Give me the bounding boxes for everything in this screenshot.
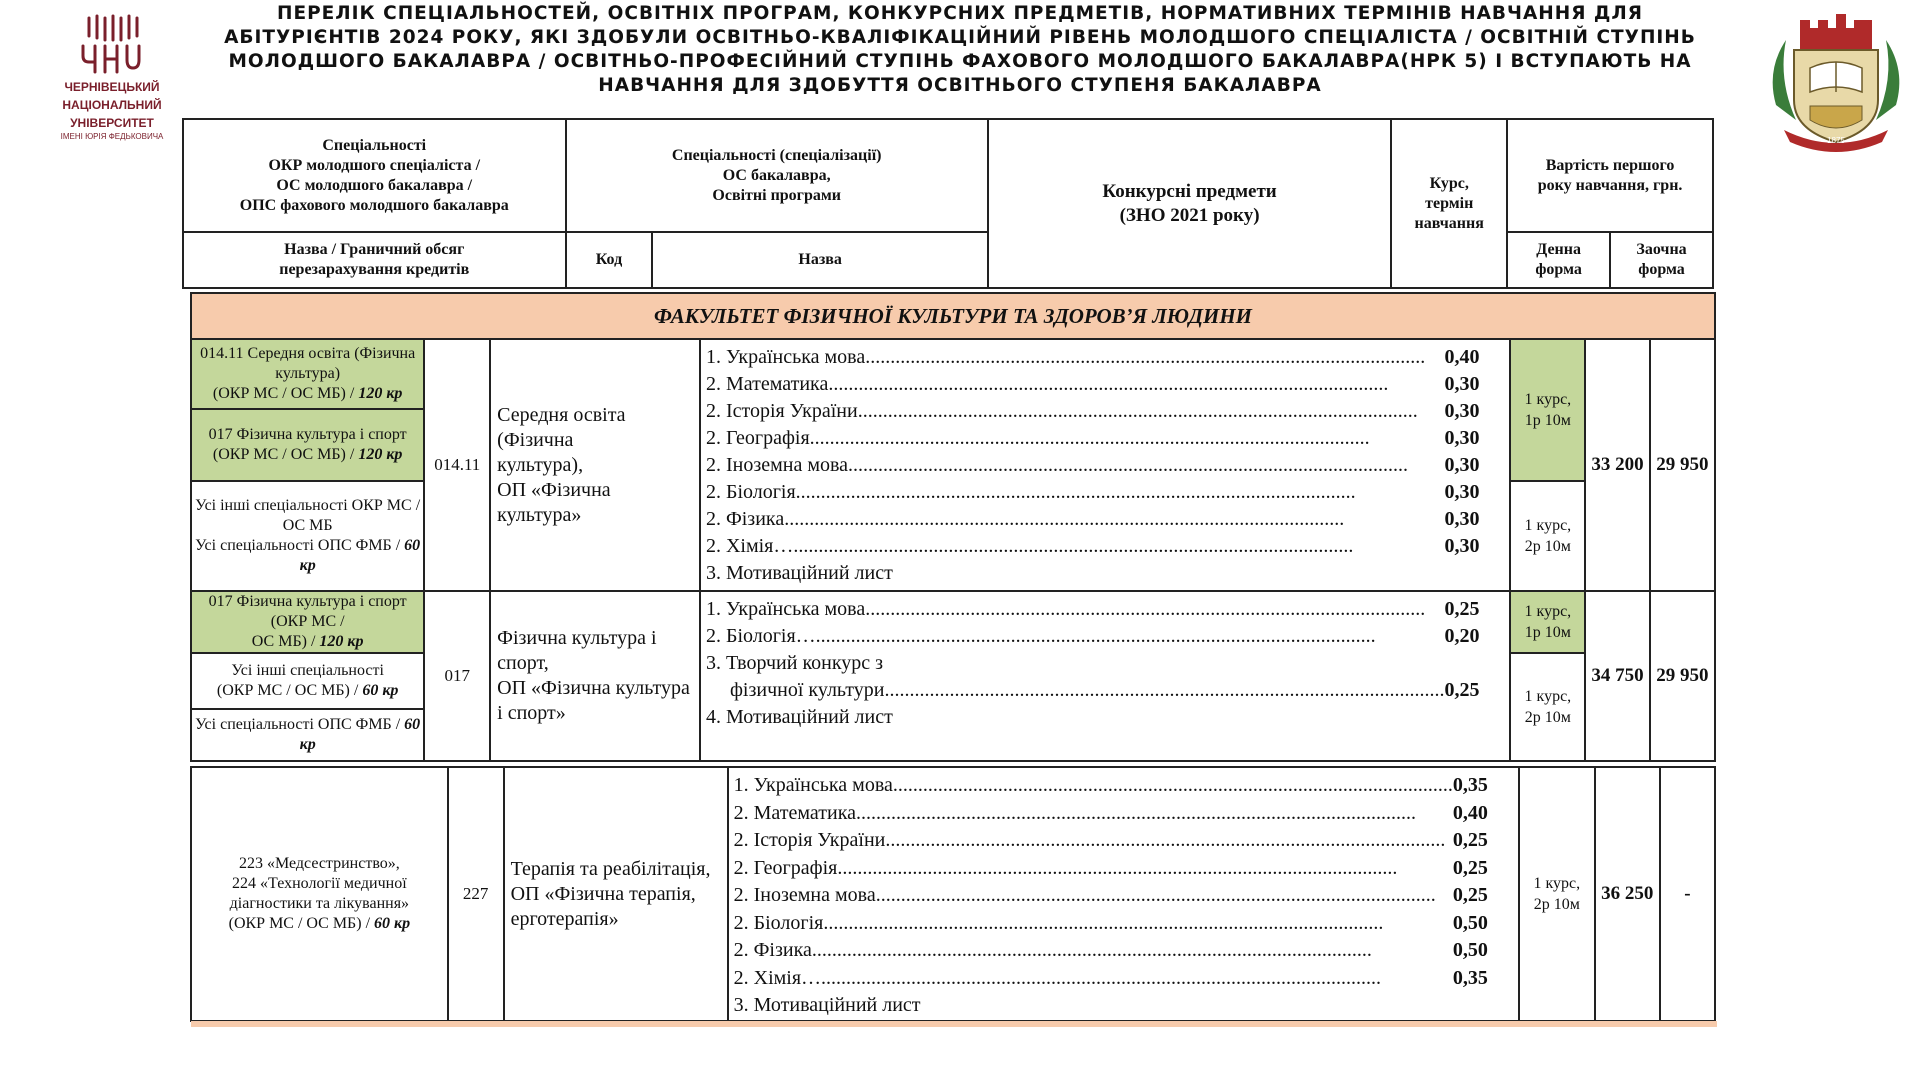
chnu-logo-icon bbox=[77, 14, 147, 76]
title-line: ПЕРЕЛІК СПЕЦІАЛЬНОСТЕЙ, ОСВІТНІХ ПРОГРАМ, КОНКУРСНИХ ПРЕДМЕТІВ, НОРМАТИВНИХ ТЕРМІНІВ НАВЧАННЯ ДЛЯ bbox=[276, 3, 1644, 24]
cost-day: 36 250 bbox=[1595, 767, 1660, 1021]
prev-specialty-cell: Усі інші спеціальності (ОКР МС / ОС МБ) / 60 кр bbox=[191, 653, 424, 709]
course-term: 1 курс, 2р 10м bbox=[1510, 481, 1585, 591]
specialties-table bbox=[190, 292, 1716, 762]
cost-extramural: - bbox=[1660, 767, 1715, 1021]
competitive-subjects: 1. Українська мова ..... 0,40 2. Математика ..... 0,30 2. Історія України ..... 0,30 2. Географія ..... 0,30 2. Іноземна мова ..... 0,30 2. Біологія ..... 0,30 2. Фізика ..... 0,30 2. Хімія… ..... 0,30 3. Мотиваційний лист bbox=[700, 339, 1511, 591]
prev-specialty-cell: Усі інші спеціальності ОКР МС / ОС МБ Усі спеціальності ОПС ФМБ / 60 кр bbox=[191, 481, 424, 591]
university-crest bbox=[1766, 10, 1906, 160]
header-extramural-form: Заочна форма bbox=[1610, 232, 1713, 288]
prev-specialty-cell: 017 Фізична культура і спорт (ОКР МС / ОС МБ) / 120 кр bbox=[191, 409, 424, 481]
university-name-line3: УНІВЕРСИТЕТ bbox=[70, 116, 154, 130]
university-name-line2: НАЦІОНАЛЬНИЙ bbox=[62, 98, 162, 112]
specialty-name: Середня освіта (Фізична культура), ОП «Фізична культура» bbox=[490, 339, 700, 591]
prev-specialty-cell: 223 «Медсестринство», 224 «Технології медичної діагностики та лікування» (ОКР МС / ОС МБ) / 60 кр bbox=[191, 767, 448, 1021]
header-course: Курс, термін навчання bbox=[1391, 119, 1507, 288]
prev-specialty-cell: 014.11 Середня освіта (Фізична культура) (ОКР МС / ОС МБ) / 120 кр bbox=[191, 339, 424, 409]
course-term: 1 курс, 1р 10м bbox=[1510, 591, 1585, 653]
header-bachelor-specialties: Спеціальності (спеціалізації) ОС бакалавра, Освітні програми bbox=[566, 119, 988, 232]
cost-day: 34 750 bbox=[1585, 591, 1649, 761]
cost-extramural: 29 950 bbox=[1650, 339, 1715, 591]
specialty-name: Фізична культура і спорт, ОП «Фізична культура і спорт» bbox=[490, 591, 700, 761]
competitive-subjects: 1. Українська мова ..... 0,35 2. Математика ..... 0,40 2. Історія України ..... 0,25 2. Географія ..... 0,25 2. Іноземна мова ..... 0,25 2. Біологія ..... 0,50 2. Фізика ..... 0,50 2. Хімія… ..... 0,35 3. Мотиваційний лист bbox=[728, 767, 1519, 1021]
university-name-line4: ІМЕНІ ЮРІЯ ФЕДЬКОВИЧА bbox=[60, 132, 164, 141]
header-prev-name: Назва / Граничний обсяг перезарахування кредитів bbox=[183, 232, 566, 288]
header-table bbox=[182, 118, 1714, 289]
specialty-name: Терапія та реабілітація, ОП «Фізична терапія, ерготерапія» bbox=[504, 767, 728, 1021]
title-line: МОЛОДШОГО БАКАЛАВРА / ОСВІТНЬО-ПРОФЕСІЙНИЙ СТУПІНЬ ФАХОВОГО МОЛОДШОГО БАКАЛАВРА(НРК 5) І ВСТУПАЮТЬ НА bbox=[228, 51, 1692, 72]
header-cost: Вартість першого року навчання, грн. bbox=[1507, 119, 1713, 232]
faculty-title: ФАКУЛЬТЕТ ФІЗИЧНОЇ КУЛЬТУРИ ТА ЗДОРОВ’Я ЛЮДИНИ bbox=[191, 293, 1715, 339]
header-prev-specialties: Спеціальності ОКР молодшого спеціаліста / ОС молодшого бакалавра / ОПС фахового молодшого бакалавра bbox=[183, 119, 566, 232]
course-term: 1 курс, 1р 10м bbox=[1510, 339, 1585, 481]
crest-icon bbox=[1766, 10, 1906, 160]
title-line: НАВЧАННЯ ДЛЯ ЗДОБУТТЯ ОСВІТНЬОГО СТУПЕНЯ БАКАЛАВРА bbox=[598, 75, 1322, 96]
specialty-code: 017 bbox=[424, 591, 490, 761]
specialties-table-2 bbox=[190, 766, 1716, 1022]
cost-extramural: 29 950 bbox=[1650, 591, 1715, 761]
title-line: АБІТУРІЄНТІВ 2024 РОКУ, ЯКІ ЗДОБУЛИ ОСВІТНЬО-КВАЛІФІКАЦІЙНИЙ РІВЕНЬ МОЛОДШОГО СПЕЦІАЛІСТА / ОСВІТНІЙ СТУПІНЬ bbox=[224, 27, 1696, 48]
university-logo bbox=[52, 14, 172, 141]
prev-specialty-cell: Усі спеціальності ОПС ФМБ / 60 кр bbox=[191, 709, 424, 761]
prev-specialty-cell: 017 Фізична культура і спорт (ОКР МС / ОС МБ) / 120 кр bbox=[191, 591, 424, 653]
header-code: Код bbox=[566, 232, 653, 288]
header-subjects: Конкурсні предмети (ЗНО 2021 року) bbox=[988, 119, 1391, 288]
crest-year: 1875 bbox=[1827, 136, 1845, 145]
specialty-code: 227 bbox=[448, 767, 504, 1021]
cost-day: 33 200 bbox=[1585, 339, 1649, 591]
course-term: 1 курс, 2р 10м bbox=[1519, 767, 1595, 1021]
specialty-code: 014.11 bbox=[424, 339, 490, 591]
header-day-form: Денна форма bbox=[1507, 232, 1610, 288]
next-faculty-strip bbox=[191, 1021, 1717, 1027]
page-title bbox=[160, 2, 1760, 98]
competitive-subjects: 1. Українська мова ..... 0,25 2. Біологія… ..... 0,20 3. Творчий конкурс з фізичної культури ..... 0,25 4. Мотиваційний лист bbox=[700, 591, 1511, 761]
header-name: Назва bbox=[652, 232, 987, 288]
university-name-line1: ЧЕРНІВЕЦЬКИЙ bbox=[64, 80, 160, 94]
course-term: 1 курс, 2р 10м bbox=[1510, 653, 1585, 761]
